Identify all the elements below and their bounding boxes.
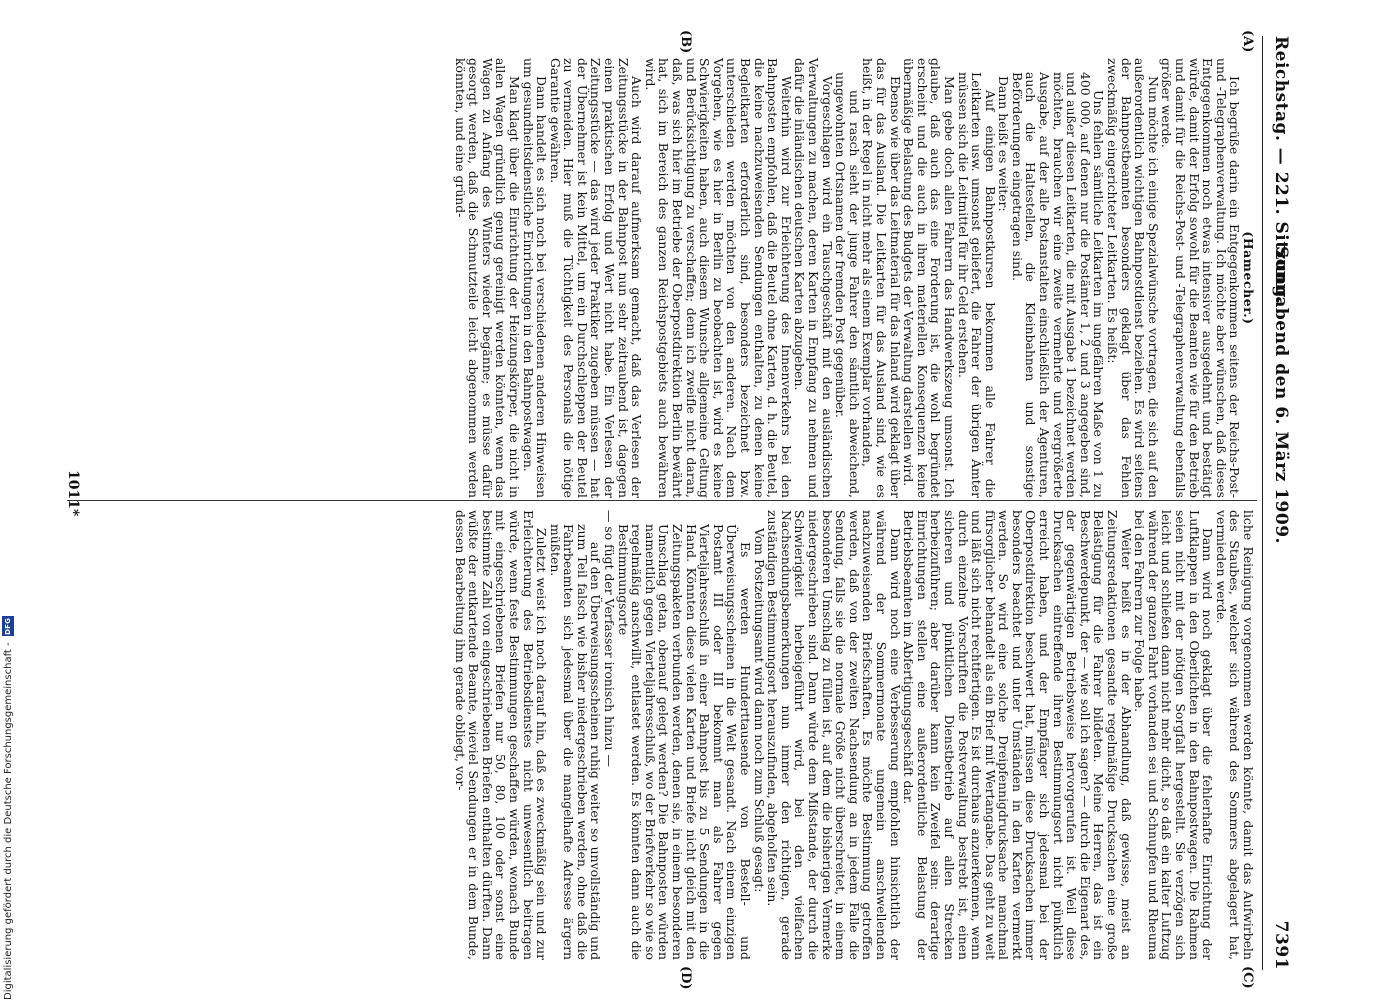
paragraph: Vorgeschlagen wird ein Tauschgeschäft mit den ausländischen Verwaltungen zu machen, deren Karten in Empfang zu nehmen und dafür die inländischen deutschen Karten abzugeben.: [792, 58, 835, 498]
credit-text: Digitalisierung gefördert durch die Deutsche Forschungsgemeinschaft -: [2, 642, 14, 1000]
left-column: [453, 58, 1255, 498]
paragraph: — so fügt der Verfasser ironisch hinzu —: [602, 510, 618, 767]
paragraph: Zuletzt weist ich noch darauf hin, daß es zweckmäßig sein und zur Erleichterung des Betriebsdienstes nicht unwesentlich beitragen würde, wenn feste Bestimmungen geschaffen würden, wonach Bunde mit eingeschriebenen Briefen nur 50, 80, 100 oder sonst eine bestimmte Zahl von eingeschriebenen Briefen enthalten dürften. Dann wüßte der entkartende Beamte, wieviel Sendungen er in dem Bunde, dessen Bearbeitung ihm gerade obliegt, vor-: [452, 510, 550, 960]
header-left: Reichstag. — 221. Sitzung.: [1271, 36, 1291, 305]
margin-marker-a: (A): [1240, 30, 1255, 53]
digitization-credit: [0, 0, 16, 1000]
margin-marker-b: (B): [678, 30, 693, 54]
paragraph: Dann handelt es sich noch bei verschiedenen anderen Hinweisen um gesundheitsdienstliche Einrichtungen in den Bahnpostwagen.: [520, 58, 550, 498]
right-column: [453, 510, 1255, 960]
paragraph: Weiterhin wird zur Erleichterung des Innenverkehrs bei den Bahnposten empfohlen, daß die Beutel ohne Karten, d. h. die Beutel, die keine nachzuweisenden Sendungen enthalten, zu denen keine Begleitkarten erforderlich sind, besonders bezeichnet bzw. unterschieden werden möchten von den anderen. Nach dem Vorgehen, wie es hier in Berlin zu beobachten ist, wird es keine Schwierigkeiten haben, auch diesem Wunsche allgemeine Geltung und Berücksichtigung zu verschaffen; denn ich zweifle nicht daran, daß, was sich hier im Betriebe der Oberpostdirektion Berlin bewährt hat, sich im Bereich des ganzen Reichspostgebiets auch bewähren wird.: [642, 58, 794, 498]
header-rule: [1262, 36, 1263, 970]
rotated-document-page: [13, 0, 1313, 1000]
dfg-logo: DFG: [4, 617, 12, 635]
quote-paragraph: auf den Überweisungsscheinen ruhig weiter so unvollständig und zum Teil falsch wie bisher niedergeschrieben werden, ohne daß die Fahrbeamten sich jedesmal über die mangelhafte Adresse ärgern müßten.: [547, 524, 604, 960]
quote-paragraph: und rasch sieht der junge Fahrer den sämtlich abweichend, ungewohnten Ortsnamen der fremden Post gegenüber.: [833, 72, 862, 498]
paragraph: Auch wird darauf aufmerksam gemacht, daß das Verlesen der Zeitungsstücke in der Bahnpost nun sehr zeitraubend ist, dagegen einen praktischen Erfolg und Wert nicht habe. Ein Verlesen der Zeitungsstücke — das wird jeder Praktiker zugeben müssen — hat der Übernehmer ist kein Mittel, um ein Durchschleppen der Beutel zu vermeiden. Hier muß die Tüchtigkeit des Personals die nötige Garantie gewähren.: [547, 58, 645, 498]
paragraph: Man klagt über die Einrichtung der Heizungskörper, die nicht in allen Wagen gründlich genug gereinigt werden könnten, wenn das Wagen zu Anfang des Winters wieder begänne; es müsse dafür gesorgt werden, daß die Schmutzteile leicht abgenommen werden könnten, und eine gründ-: [452, 58, 522, 498]
page-number: 7391: [1271, 920, 1291, 970]
paragraph: Man gebe doch allen Fahrern das Handwerkszeug umsonst. Ich glaube, daß auch das eine Forderung ist, die wohl begründet erscheint und die auch in ihren materiellen Konsequenzen keine übermäßige Belastung des Budgets der Verwaltung darstellen wird.: [901, 58, 957, 498]
paragraph: Ebenso wie über das Leitmaterial für das Inland wird geklagt über das für das Ausland. Die Leitkarten für das Ausland sind, wie es heißt, in der Regel in nicht mehr als einem Exemplar vorhanden,: [860, 58, 903, 498]
speaker-label: (Hamecher.): [1241, 231, 1256, 325]
margin-marker-d: (D): [678, 966, 693, 990]
folio-number: 1011*: [65, 470, 81, 517]
paragraph: Nun möchte ich einige Spezialwünsche vortragen, die sich auf den außerordentlich wichtigen Bahnpostdienst beziehen. Es wird seitens der Bahnpostbeamten besonders geklagt über das Fehlen zweckmäßig eingerichteter Leitkarten. Es heißt:: [1105, 58, 1161, 498]
paragraph: Dann wird noch eine Verbesserung empfohlen hinsichtlich der während der Sommermonate ungemein anschwellenden nachzuweisenden Briefschaften. Es möchte Bestimmung getroffen werden, daß von der zweiten Nachsendung an in jedem Falle die Sendung, falls sie die normale Größe nicht überschreitet, in einem besonderen Umschlag zu füllen ist, auf dem die bisherigen Vermerke niedergeschrieben sind. Dann würde dem Mißstande, der durch die Schwierigkeit herbeigeführt wird, bei den vielfachen Nachsendungsbemerkungen nun immer den richtigen, gerade zuständigen Bestimmungsort herauszufinden, abgeholfen sein.: [765, 510, 903, 960]
paragraph: liche Reinigung vorgenommen werden könnte, damit das Aufwirbeln des Staubes, welcher sich während des Sommers abgelagert hat, vermieden werde.: [1213, 510, 1256, 960]
quote-paragraph: Uns fehlen sämtliche Leitkarten im ungefähren Maße von 1 zu 400 000, auf denen nur die Postämter 1, 2 und 3 angegeben sind, und außer diesen Leitkarten, die mit Ausgabe 1 bezeichnet werden möchten, brauchen wir eine zweite vermehrte und vergrößerte Ausgabe, auf der alle Postanstalten einschließlich der Agenturen, auch die Haltestellen, die Kleinbahnen und sonstige Beförderungen eingetragen sind.: [1009, 72, 1107, 498]
paragraph: Dann wird noch geklagt über die fehlerhafte Einrichtung der Luftklappen in den Oberlichten in den Bahnpostwagen. Die Rahmen seien nicht mit der nötigen Sorgfalt hergestellt. Sie verzögen sich leicht und schließen dann nicht mehr dicht, so daß ein kalter Luftzug während der ganzen Fahrt vorhanden sei und Schnupfen und Rheuma bei den Fahrern zur Folge habe.: [1132, 510, 1216, 960]
quote-paragraph: Es werden Hunderttausende von Bestell- und Überweisungsscheinen in die Welt gesandt. Nach einem einzigen Postamt III oder III bekommt man als Fahrer gegen Vierteljahresschluß in einer Bahnpost bis zu 5 Sendungen in die Hand. Könnten diese vielen Karten und Briefe nicht gleich mit den Zeitungspaketen verbunden werden, denen sie, in einem besonderen Umschlag getan, obenauf gelegt werden? Die Bahnposten würden namentlich gegen Vierteljahresschluß, wo der Briefverkehr so wie so regelmäßig anschwillt, entlastet werden. Es könnten dann auch die Bestimmungsorte: [615, 524, 754, 960]
paragraph: Ich begrüße darin ein Entgegenkommen seitens der Reichs-Post- und -Telegraphenverwaltung. Ich möchte aber wünschen, daß dieses Entgegenkommen noch etwas intensiver ausgedehnt und bestätigt würde, damit der Erfolg sowohl für die Beamten wie für den Betrieb und damit für die Reichs-Post- und -Telegraphenverwaltung ebenfalls größer werde.: [1159, 58, 1243, 498]
margin-marker-c: (C): [1240, 966, 1255, 989]
column-divider: [67, 500, 1257, 501]
header-date: Sonnabend den 6. März 1909.: [1271, 246, 1291, 544]
paragraph: Vom Postzeitungsamt wird dann noch zum Schluß gesagt:: [751, 528, 767, 893]
running-header: [1265, 36, 1291, 970]
quote-paragraph: Auf einigen Bahnpostkursen bekommen alle Fahrer die Leitkarten usw. umsonst geliefert, die Fahrer der übrigen Ämter müssen sich die Leitmittel für ihr Geld erstehen.: [955, 72, 998, 498]
paragraph: Weiter heißt es in der Abhandlung, daß gewisse, meist an Zeitungsredaktionen gesandte regelmäßige Drucksachen eine große Belästigung für die Fahrer bildeten. Meine Herren, das ist ein Beschwerdepunkt, der — wie soll ich sagen? — durch die Eigenart des, der gegenwärtigen Betriebsweise hervorgerufen ist. Weil diese Drucksachen eintreffende ihren Bestimmungsort nicht pünktlich erreicht haben, und der Empfänger sich jedesmal bei der Oberpostdirektion beschwert hat, müssen diese Drucksachen immer besonders beachtet und unter Umständen in den Karten vermerkt werden. So wird eine solche Dreipfennigdrucksache manchmal fürsorglicher behandelt als ein Brief mit Wertangabe. Das geht zu weit und läßt sich nicht rechtfertigen. Es ist durchaus anzuerkennen, wenn durch einzelne Vorschriften die Postverwaltung bestrebt ist, einen sicheren und pünktlichen Dienstbetrieb auf allen Strecken herbeizuführen; aber darüber kann kein Zweifel sein: derartige Einrichtungen stellen eine außerordentliche Belastung der Betriebsbeamten im Abfertigungsgeschäft dar.: [901, 510, 1134, 960]
paragraph: Dann heißt es weiter:: [996, 76, 1012, 212]
